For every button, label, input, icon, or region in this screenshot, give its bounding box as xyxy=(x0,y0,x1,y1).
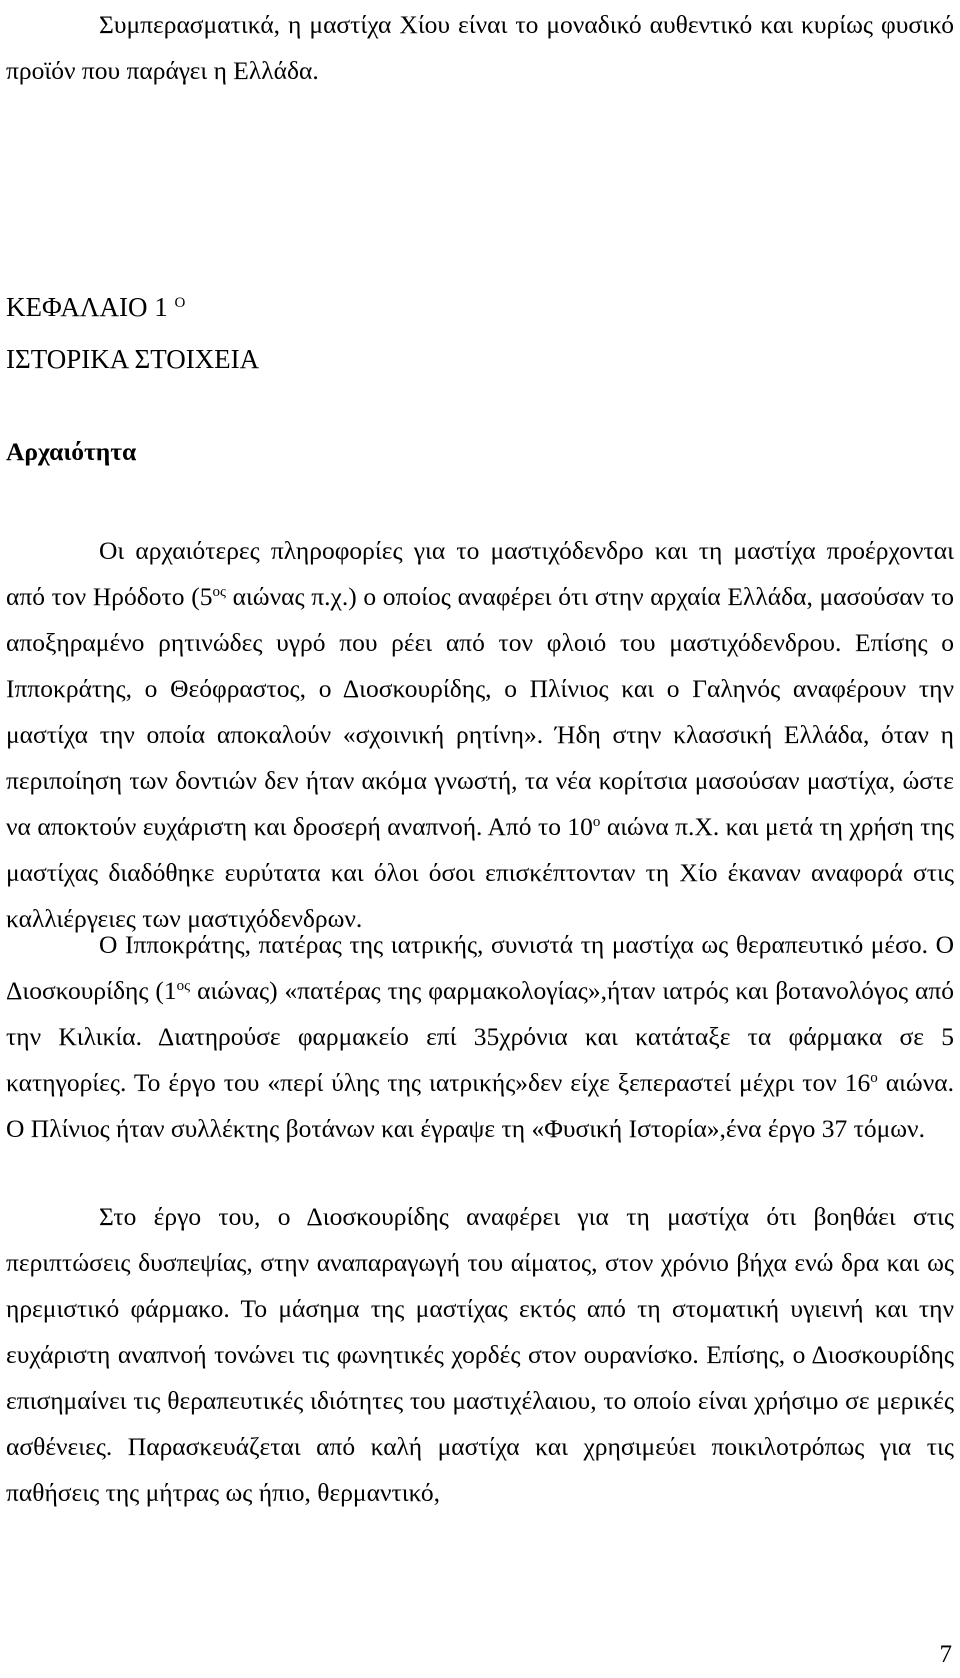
paragraph-ancient-sources xyxy=(6,528,954,942)
paragraph-text: Ο Ιπποκράτης, πατέρας της ιατρικής, συνιστά τη μαστίχα ως θεραπευτικό μέσο. Ο Διοσκουρίδης (1 xyxy=(6,930,954,1005)
superscript: ο xyxy=(870,1070,878,1086)
chapter-heading xyxy=(6,290,185,324)
chapter-label: ΚΕΦΑΛΑΙΟ 1 xyxy=(6,292,168,322)
section-title: Αρχαιότητα xyxy=(6,437,137,466)
chapter-title: ΙΣΤΟΡΙΚΑ ΣΤΟΙΧΕΙΑ xyxy=(6,344,260,374)
chapter-number-superscript: Ο xyxy=(174,295,186,311)
superscript: ος xyxy=(176,978,191,994)
page-number: 7 xyxy=(939,1641,952,1668)
paragraph-text: αιώνας) «πατέρας της φαρμακολογίας»,ήταν ιατρός και βοτανολόγος από την Κιλικία. Διατηρούσε φαρμακείο επί 35χρόνια και κατάταξε τα φάρμακα σε 5 κατηγορίες. Το έργο του «περί ύλης της ιατρικής»δεν είχε ξεπεραστεί μέχρι τον 16 xyxy=(6,976,954,1097)
paragraph-text: Οι αρχαιότερες πληροφορίες για το μαστιχόδενδρο και τη μαστίχα προέρχονται από τον Ηρόδοτο (5 xyxy=(6,536,954,611)
paragraph-text: αιώνα π.Χ. και μετά τη χρήση της μαστίχας διαδόθηκε ευρύτατα και όλοι όσοι επισκέπτονταν τη Χίο έκαναν αναφορά στις καλλιέργειες των μαστιχόδενδρων. xyxy=(6,812,954,933)
intro-paragraph: Συμπερασματικά, η μαστίχα Χίου είναι το μοναδικό αυθεντικό και κυρίως φυσικό προϊόν που παράγει η Ελλάδα. xyxy=(6,10,954,85)
paragraph-dioscorides: Στο έργο του, ο Διοσκουρίδης αναφέρει για τη μαστίχα ότι βοηθάει στις περιπτώσεις δυσπεψίας, στην αναπαραγωγή του αίματος, στον χρόνιο βήχα ενώ δρα και ως ηρεμιστικό φάρμακο. Το μάσημα της μαστίχας εκτός από τη στοματική υγιεινή και την ευχάριστη αναπνοή τονώνει τις φωνητικές χορδές στον ουρανίσκο. Επίσης, ο Διοσκουρίδης επισημαίνει τις θεραπευτικές ιδιότητες του μαστιχέλαιου, το οποίο είναι χρήσιμο σε μερικές ασθένειες. Παρασκευάζεται από καλή μαστίχα και χρησιμεύει ποικιλοτρόπως για τις παθήσεις της μήτρας ως ήπιο, θερμαντικό, xyxy=(6,1202,954,1507)
superscript: ο xyxy=(592,814,601,830)
paragraph-text: αιώνα. Ο Πλίνιος ήταν συλλέκτης βοτάνων και έγραψε τη «Φυσική Ιστορία»,ένα έργο 37 τόμων. xyxy=(6,1068,954,1143)
paragraph-physicians xyxy=(6,922,954,1152)
paragraph-text: αιώνας π.χ.) ο οποίος αναφέρει ότι στην αρχαία Ελλάδα, μασούσαν το αποξηραμένο ρητινώδες υγρό που ρέει από τον φλοιό του μαστιχόδενδρου. Επίσης ο Ιπποκράτης, ο Θεόφραστος, ο Διοσκουρίδης, ο Πλίνιος και ο Γαληνός αναφέρουν την μαστίχα την οποία αποκαλούν «σχοινική ρητίνη». Ήδη στην κλασσική Ελλάδα, όταν η περιποίηση των δοντιών δεν ήταν ακόμα γνωστή, τα νέα κορίτσια μασούσαν μαστίχα, ώστε να αποκτούν ευχάριστη και δροσερή αναπνοή. Από το 10 xyxy=(6,582,954,841)
superscript: ος xyxy=(212,584,226,600)
